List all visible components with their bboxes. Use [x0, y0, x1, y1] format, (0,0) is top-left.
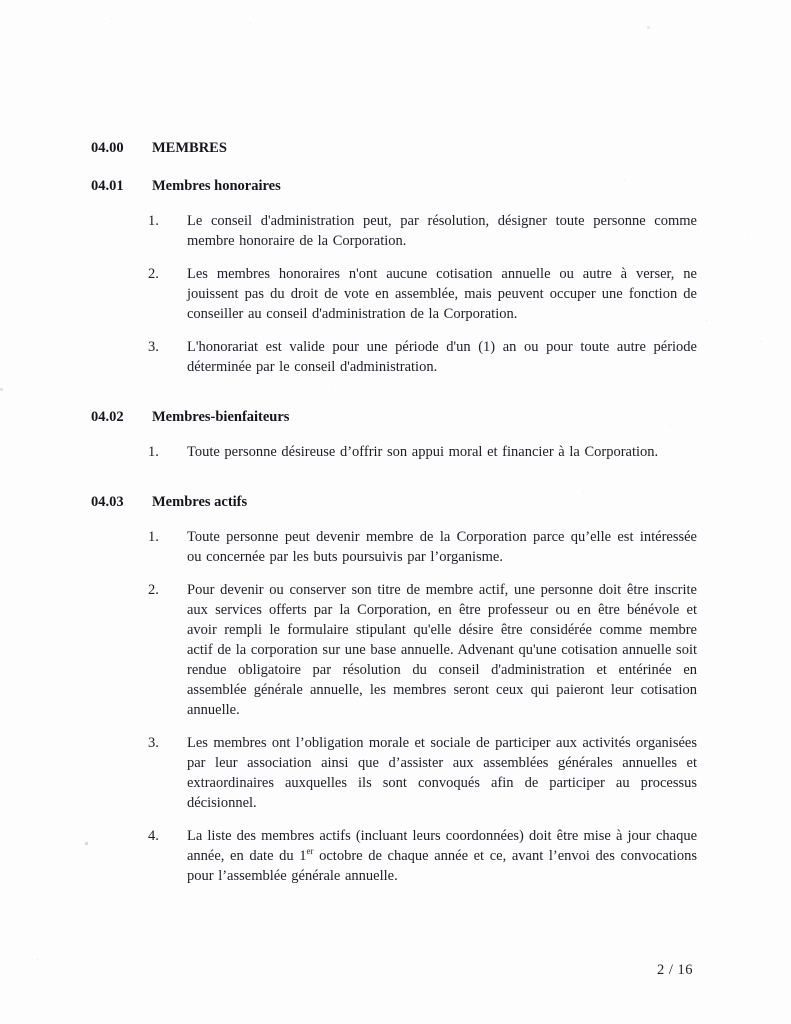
page-number: 2 / 16: [657, 962, 694, 978]
section-number: 04.00: [91, 140, 124, 156]
list-item-text: Le conseil d'administration peut, par résolution, désigner toute personne comme membre honoraire de la Corporation.: [187, 213, 697, 249]
list-item: [148, 337, 697, 377]
section-title: Membres-bienfaiteurs: [152, 409, 290, 425]
list-item-number: 3.: [148, 735, 159, 751]
list-item-number: 1.: [148, 444, 159, 460]
list-item-number: 2.: [148, 266, 159, 282]
list-item: [148, 442, 697, 462]
section-number: 04.03: [91, 494, 124, 510]
section-title: Membres honoraires: [152, 178, 281, 194]
scan-noise: [0, 0, 1, 1]
list-item: [148, 264, 697, 324]
section-header: [91, 138, 697, 158]
list-item-number: 1.: [148, 213, 159, 229]
list-item-number: 4.: [148, 828, 159, 844]
section-title: Membres actifs: [152, 494, 248, 510]
document-content: [91, 138, 697, 899]
section-number: 04.01: [91, 178, 124, 194]
section-header: [91, 407, 697, 427]
bylaw-section: [91, 492, 697, 886]
list-item: [148, 211, 697, 251]
section-header: [91, 176, 697, 196]
list-item-number: 2.: [148, 582, 159, 598]
list-item: [148, 580, 697, 720]
superscript-ordinal: er: [306, 846, 314, 857]
section-number: 04.02: [91, 409, 124, 425]
bylaw-section: [91, 176, 697, 377]
section-header: [91, 492, 697, 512]
list-item-number: 3.: [148, 339, 159, 355]
list-item-text: La liste des membres actifs (incluant leurs coordonnées) doit être mise à jour chaque année, en date du 1er octobre de chaque année et ce, avant l’envoi des convocations pour l’assemblée générale annuelle.: [187, 828, 697, 884]
list-item-text: Toute personne peut devenir membre de la Corporation parce qu’elle est intéressée ou concernée par les buts poursuivis par l’organisme.: [187, 529, 697, 565]
list-item-number: 1.: [148, 529, 159, 545]
list-item-text: L'honorariat est valide pour une période d'un (1) an ou pour toute autre période déterminée par le conseil d'administration.: [187, 339, 697, 375]
list-item-text: Les membres honoraires n'ont aucune cotisation annuelle ou autre à verser, ne jouissent pas du droit de vote en assemblée, mais peuvent occuper une fonction de conseiller au conseil d'administration de la Corporation.: [187, 266, 697, 322]
bylaw-section: [91, 407, 697, 462]
list-item-text: Toute personne désireuse d’offrir son appui moral et financier à la Corporation.: [187, 444, 659, 460]
list-item-text: Les membres ont l’obligation morale et sociale de participer aux activités organisées par leur association ainsi que d’assister aux assemblées générales annuelles et extraordinaires auxquelles ils sont convoqués afin de participer au processus décisionnel.: [187, 735, 697, 811]
bylaw-section: [91, 138, 697, 158]
list-item-text: Pour devenir ou conserver son titre de membre actif, une personne doit être inscrite aux services offerts par la Corporation, en être professeur ou en être bénévole et avoir rempli le formulaire stipulant qu'elle désire être considérée comme membre actif de la corporation sur une base annuelle. Advenant qu'une cotisation annuelle soit rendue obligatoire par résolution du conseil d'administration et entérinée en assemblée générale annuelle, les membres seront ceux qui paieront leur cotisation annuelle.: [187, 582, 697, 718]
list-item: [148, 733, 697, 813]
list-item: [148, 527, 697, 567]
section-title: MEMBRES: [152, 140, 227, 156]
list-item: [148, 826, 697, 886]
